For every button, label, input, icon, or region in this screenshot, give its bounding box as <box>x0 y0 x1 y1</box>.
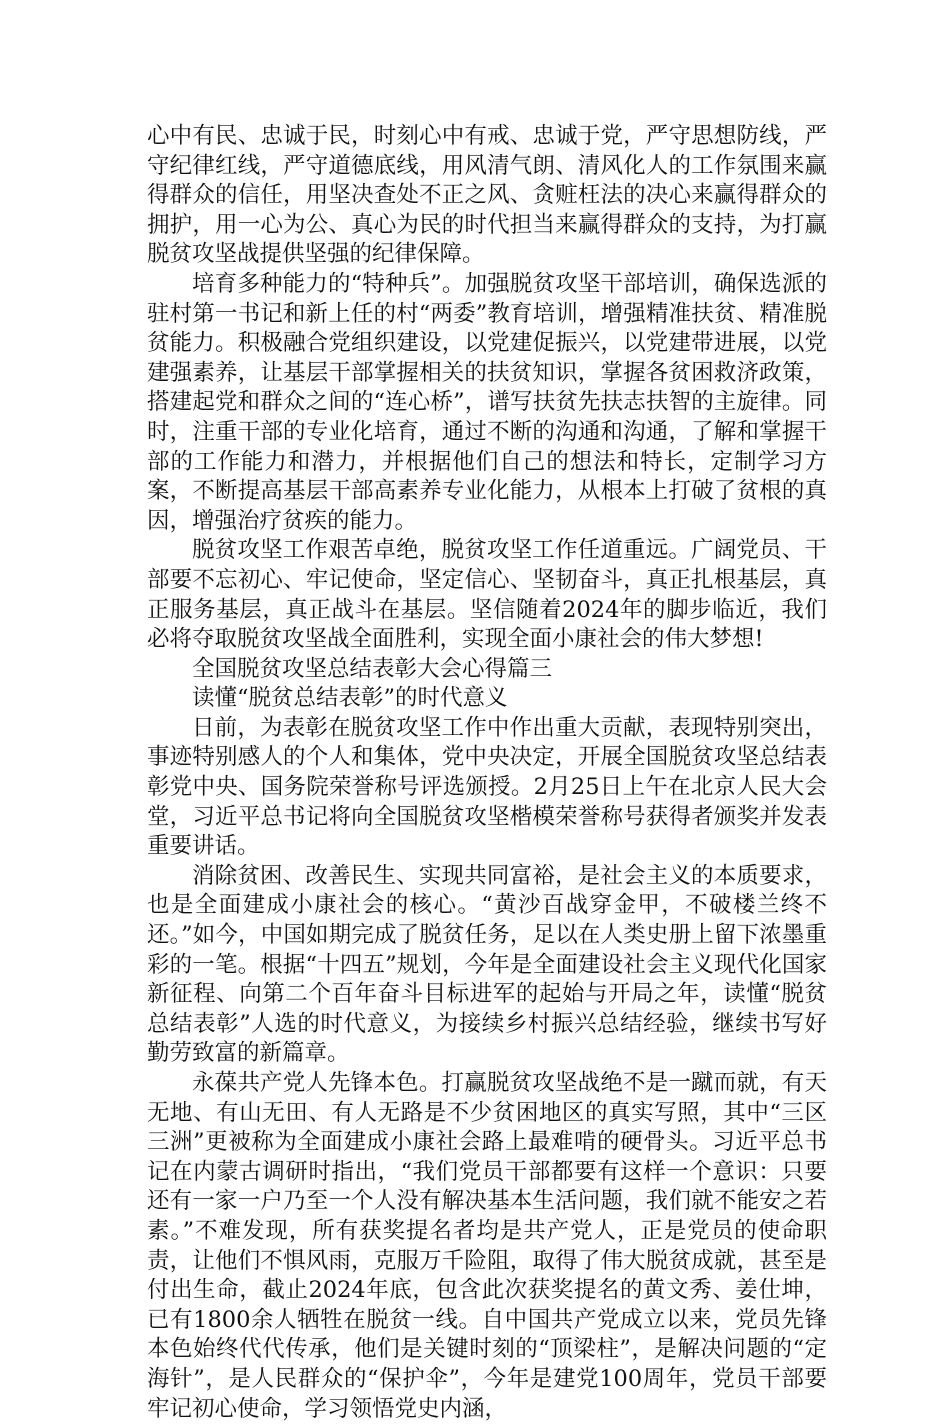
section-title: 全国脱贫攻坚总结表彰大会心得篇三 <box>192 655 553 682</box>
paragraph-eliminate-poverty: 消除贫困、改善民生、实现共同富裕，是社会主义的本质要求，也是全面建成小康社会的核心。“黄沙百战穿金甲，不破楼兰终不还。”如今，中国如期完成了脱贫任务，足以在人类史册上留下浓墨重彩的一笔。根据“十四五”规划，今年是全面建设社会主义现代化国家新征程、向第二个百年奋斗目标进军的起始与开局之年，读懂“脱贫总结表彰”人选的时代意义，为接续乡村振兴总结经验，继续书写好勤劳致富的新篇章。 <box>147 862 827 1067</box>
paragraph-discipline: 心中有民、忠诚于民，时刻心中有戒、忠诚于党，严守思想防线，严守纪律红线，严守道德底线，用风清气朗、清风化人的工作氛围来赢得群众的信任，用坚决查处不正之风、贪赃枉法的决心来赢得群众的拥护，用一心为公、真心为民的时代担当来赢得群众的支持，为打赢脱贫攻坚战提供坚强的纪律保障。 <box>147 123 827 268</box>
paragraph-party-vanguard: 永葆共产党人先锋本色。打赢脱贫攻坚战绝不是一蹴而就，有天无地、有山无田、有人无路是不少贫困地区的真实写照，其中“三区三洲”更被称为全面建成小康社会路上最难啃的硬骨头。习近平总书记在内蒙古调研时指出，“我们党员干部都要有这样一个意识：只要还有一家一户乃至一个人没有解决基本生活问题，我们就不能安之若素。”不难发现，所有获奖提名者均是共产党人，正是党员的使命职责，让他们不惧风雨，克服万千险阻，取得了伟大脱贫成就，甚至是付出生命，截止2024年底，包含此次获奖提名的黄文秀、姜仕坤，已有1800余人牺牲在脱贫一线。自中国共产党成立以来，党员先锋本色始终代代传承，他们是关键时刻的“顶梁柱”，是解决问题的“定海针”，是人民群众的“保护伞”，今年是建党100周年，党员干部要牢记初心使命，学习领悟党史内涵， <box>147 1070 827 1422</box>
paragraph-conclusion: 脱贫攻坚工作艰苦卓绝，脱贫攻坚工作任道重远。广阔党员、干部要不忘初心、牢记使命，坚定信心、坚韧奋斗，真正扎根基层，真正服务基层，真正战斗在基层。坚信随着2024年的脚步临近，我们必将夺取脱贫攻坚战全面胜利，实现全面小康社会的伟大梦想! <box>147 537 827 653</box>
section-subtitle: 读懂“脱贫总结表彰”的时代意义 <box>192 685 508 712</box>
paragraph-training: 培育多种能力的“特种兵”。加强脱贫攻坚干部培训，确保选派的驻村第一书记和新上任的村“两委”教育培训，增强精准扶贫、精准脱贫能力。积极融合党组织建设，以党建促振兴，以党建带进展，以党建强素养，让基层干部掌握相关的扶贫知识，掌握各贫困救济政策，搭建起党和群众之间的“连心桥”，谱写扶贫先扶志扶智的主旋律。同时，注重干部的专业化培育，通过不断的沟通和沟通，了解和掌握干部的工作能力和潜力，并根据他们自己的想法和特长，定制学习方案，不断提高基层干部高素养专业化能力，从根本上打破了贫根的真因，增强治疗贫疾的能力。 <box>147 270 827 534</box>
paragraph-award-intro: 日前，为表彰在脱贫攻坚工作中作出重大贡献，表现特别突出，事迹特别感人的个人和集体，党中央决定，开展全国脱贫攻坚总结表彰党中央、国务院荣誉称号评选颁授。2月25日上午在北京人民大会堂，习近平总书记将向全国脱贫攻坚楷模荣誉称号获得者颁奖并发表重要讲话。 <box>147 714 827 860</box>
document-page <box>147 122 827 1424</box>
